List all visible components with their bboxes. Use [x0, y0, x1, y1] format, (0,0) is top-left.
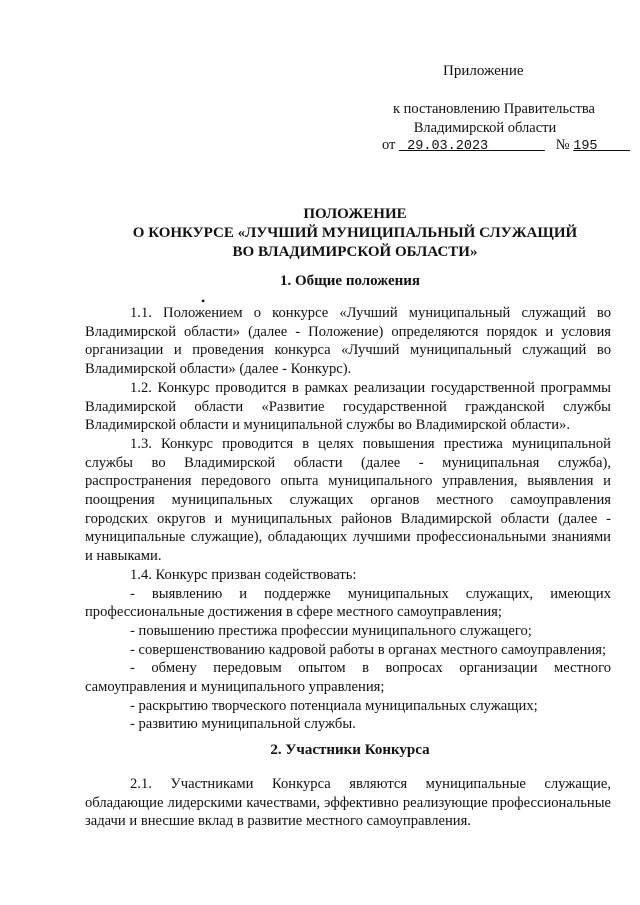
paragraph-1-1: 1.1. Положением о конкурсе «Лучший муниципальный служащий во Владимирской области» (далее - Положение) определяются порядок и условия организации и проведения конкурса «Лучший муниципальный служащий во Владимирской области» (далее - Конкурс). [85, 305, 611, 378]
appendix-label: Приложение [443, 63, 524, 79]
resolution-reference [375, 100, 595, 138]
paragraph-1-3: 1.3. Конкурс проводится в целях повышения престижа муниципальной службы во Владимирской области (далее - муниципальная служба), распространения передового опыта муниципального управления, выявления и поощрения муниципальных служащих органов местного самоуправления городских округов и муниципальных районов Владимирской области (далее - муниципальные служащие), обладающих лучшими профессиональными знаниями и навыками. [85, 435, 611, 565]
date-prefix: от [382, 137, 396, 153]
number-sign: № [555, 137, 570, 153]
list-item: - обмену передовым опытом в вопросах организации местного самоуправления и муниципального управления; [85, 660, 611, 696]
list-item: - выявлению и поддержке муниципальных служащих, имеющих профессиональные достижения в сфере местного самоуправления; [85, 585, 611, 621]
paragraph-1-2: 1.2. Конкурс проводится в рамках реализации государственной программы Владимирской области «Развитие государственной гражданской службы Владимирской области и муниципальной службы во Владимирской области». [85, 379, 611, 434]
list-item: - развитию муниципальной службы. [130, 716, 356, 733]
title-line-1: ПОЛОЖЕНИЕ [303, 206, 407, 222]
title-line-3: ВО ВЛАДИМИРСКОЙ ОБЛАСТИ» [232, 244, 478, 260]
list-item: - совершенствованию кадровой работы в органах местного самоуправления; [130, 641, 606, 658]
stray-dot-mark: • [201, 294, 206, 308]
date-value: 29.03.2023 [407, 139, 489, 154]
paragraph-1-4: 1.4. Конкурс призван содействовать: [130, 566, 357, 583]
title-line-2: О КОНКУРСЕ «ЛУЧШИЙ МУНИЦИПАЛЬНЫЙ СЛУЖАЩИЙ [132, 225, 578, 241]
number-value: 195 [573, 139, 598, 154]
region-line: Владимирской области [413, 120, 557, 136]
section-1-body [85, 304, 611, 734]
paragraph-2-1: 2.1. Участниками Конкурса являются муниципальные служащие, обладающие лидерскими качествами, эффективно реализующие профессиональные задачи и внесшие вклад в развитие местного самоуправления. [85, 776, 611, 830]
document-title [60, 205, 640, 262]
date-number-row [382, 137, 630, 154]
section-2-heading: 2. Участники Конкурса [270, 742, 430, 758]
list-item: - повышению престижа профессии муниципального служащего; [130, 622, 532, 639]
section-1-heading: 1. Общие положения [279, 273, 421, 289]
resolution-line: к постановлению Правительства [393, 101, 595, 117]
list-item: - раскрытию творческого потенциала муниципальных служащих; [130, 697, 538, 714]
section-2-body [85, 775, 611, 831]
